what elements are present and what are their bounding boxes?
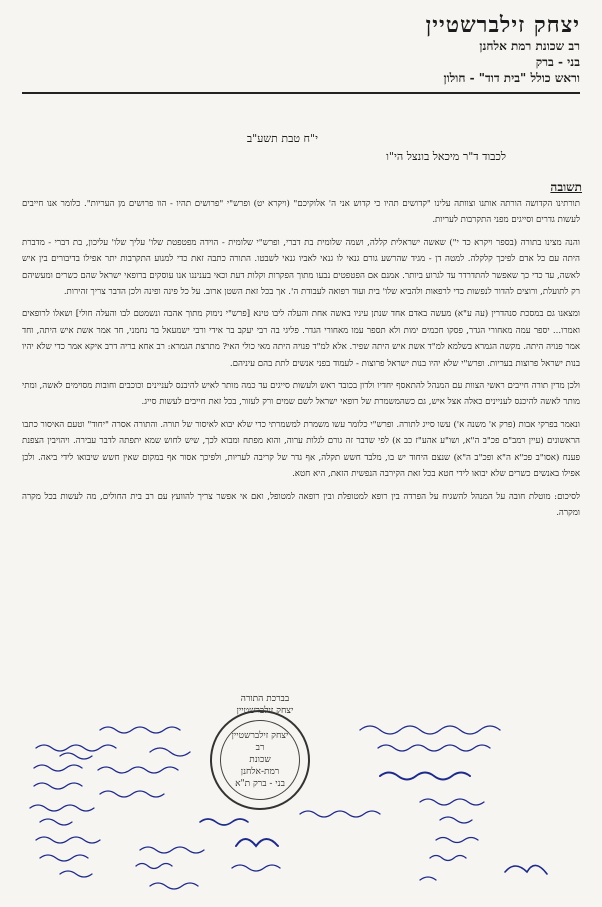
- letterhead: [260, 12, 580, 86]
- body-paragraph: ומצאנו גם במסכת סנהדרין (עה ע"א) מעשה באדם אחד שנתן עיניו באשה אחת והעלה ליבו טינא [פרש"י נימוק מתוך אהבה ונשמטם לבו והעלה חולי] ושאלו לרופאים ואמרו... יספר עמה מאחורי הגדר, פסקו חכמים ימות ולא תספר עמו מאחורי הגדר. פליגי בה רבי יעקב בר אידי ורבי ישמעאל בר נחמני, חד אמר אשת איש היתה, וחד אמר פנויה היתה. מקשה הגמרא בשלמא למ"ד אשת איש היתה שפיר. אלא למ"ד פנויה היתה מאי כולי האי? מתרצת הגמרא: רב אחא בריה דרב איקא אמר כדי שלא יהיו בנות ישראל פרוצות בעריות. ופרש"י שלא יהיו בנות ישראל פרוצות - לעמוד בפני אנשים לתת בהם עיניהם.: [22, 309, 580, 369]
- letter-recipient: לכבוד ד"ר מיכאל בונצל הי"ו: [386, 150, 506, 163]
- stamp-line-5: בני - ברק ת"א: [235, 779, 285, 789]
- stamp-line-4: רמת-אלחנן: [240, 767, 280, 777]
- body-paragraph: ולכן מדין תורה חייבים ראשי הצוות עם המנהל להתאסף יחדיו ולדון בכובד ראש ולעשות סייגים עד כמה מותר לאיש להיבנס לעניינים וכוכבים וחובות מסוימים לאשה, ומתי מותר לאשה להיכנס לעניינים כאלה אצל איש, גם כשהמשמרת של רופאי ישראל לשם שמים ורק לעזור, בכל זאת חייבים לעשות סייג.: [22, 381, 580, 408]
- body-paragraph: תורתינו הקדושה הורתה אותנו וצוותה עלינו "קדושים תהיו כי קדוש אני ה' אלוקיכם" (ויקרא יט) ופרש"י "פרושים תהיו - הוו פרושים מן העריות". כלומר אנו חייבים לעשות גדרים וסייגים מפני התקרבות לעריות.: [22, 199, 580, 226]
- sign-off: בברכת התורה: [240, 694, 290, 704]
- letterhead-line-2: בני - ברק: [535, 55, 580, 69]
- letterhead-line-1: רב שכונת רמת אלחנן: [479, 39, 580, 53]
- handwritten-signatures: [0, 690, 602, 907]
- letterhead-line-3: וראש כולל "בית דוד" - חולון: [443, 71, 580, 85]
- letter-body: [22, 196, 580, 527]
- letter-date: י"ח טבת תשע"ב: [246, 132, 318, 145]
- body-paragraph: לסיכום: מוטלת חובה על המנהל להשגיח על הפרדה בין רופא למטופלת ובין רופאה למטופל, ואם אי אפשר צריך להוועץ עם רב בית החולים, מה לעשות בכל מקרה ומקרה.: [22, 491, 580, 518]
- body-paragraph: ונאמר בפרקי אבות (פרק א' משנה א') עשו סייג לתורה. ופרש"י כלומר עשו משמרת למשמרתי כדי שלא יבוא לאיסור של תורה. והתורה אסרה "יחוד" וטעם האיסור כתבו הראשונים (עיין רמב"ם פכ"ב ה"א, ושו"ע אהע"ז כב א) לפי שדבר זה גורם לגלות ערוה, והוא מפתח ומבוא לכך, שיש לחוש שמא יתפתה לדבר עבירה. ויהויבין הצפנת פענח (אסו"ב פכ"א ה"א ופכ"ב ה"א) שנצם היחוד יש בו, מלבד חשש תקלה, אף גדר של קריבה לעריות, ולפיכך אסור אף במקום שאין חשש שיבואו לידי ביאה. ולכן אפילו באנשים כשרים שלא יבואו לידי חטא בכל זאת הקירבה הנפשית הזאת, היא חטא.: [22, 419, 580, 480]
- rabbinical-stamp: [210, 710, 310, 810]
- letter-title: תשובה: [550, 180, 582, 194]
- stamp-line-3: שכונת: [249, 755, 271, 765]
- signatures-drawing: [0, 690, 602, 907]
- stamp-line-1: יצחק זילברשטיין: [231, 731, 289, 741]
- letterhead-name: יצחק זילברשטיין: [425, 12, 580, 38]
- letterhead-rule: [22, 92, 580, 94]
- body-paragraph: והנה מצינו בתורה (בספר ויקרא כד י") שאשה ישראלית קללה, ושמה שלומית בת דברי, ופרש"י שלומית - הוידה מפטפטת שלו' עליך שלו' עליכון, בת דברי - מדברת היתה עם כל אדם לפיכך קלקלה. למטה דן - מגיד שהרשע גורם גנאי לו גנאי לאביו גנאי לשבטו. התורה כתבה זאת כדי למנוע התקרבות יתר אפילו בדיבורים בין איש לאשה, עד כדי כך שאפשר להתדרדר עד לגרוע ביותר. אמנם אם הפטפטים נבעו מתוך הפקרות וקלות דעת וכאי בעניננו אנו עוסקים ברופאי ישראל שהם כשרים ומעשיהם רק לתועלת, ורוצים להדור לנפשות כדי לרפאות ולהביא שלו' בית ועוד רפואה לעבודת ה'. אך בכל זאת השטן ארוב. על כל פינה ופינה ולכן הדבר צריך זהירות.: [22, 237, 581, 298]
- signatory-name: יצחק זילברשטיין: [236, 706, 294, 716]
- stamp-line-2: רב: [255, 743, 265, 753]
